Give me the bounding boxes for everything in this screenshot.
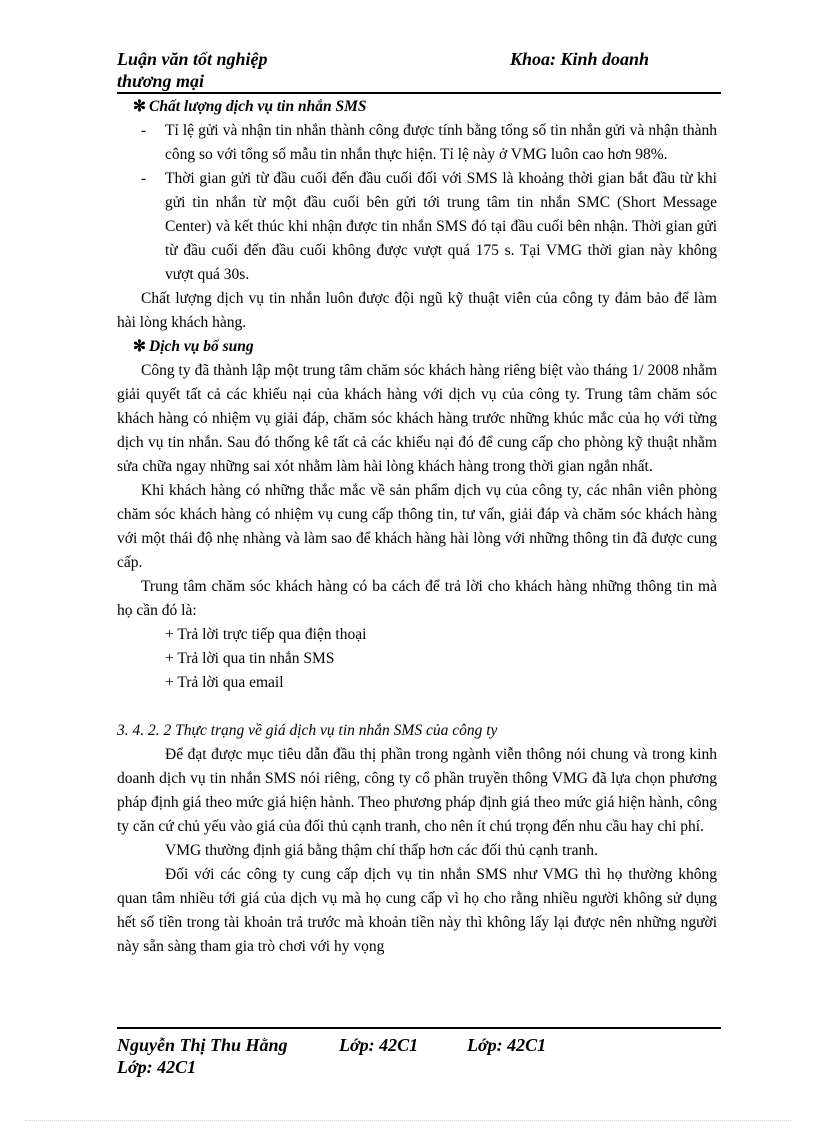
paragraph: Khi khách hàng có những thắc mắc về sản phẩm dịch vụ của công ty, các nhân viên phòng chăm sóc khách hàng có nhiệm vụ cung cấp thông tin, tư vấn, giải đáp và chăm sóc khách hàng với một thái độ nhẹ nhàng và làm sao để khách hàng hài lòng với những thông tin đã được cung cấp. xyxy=(117,482,717,571)
bullet-item xyxy=(117,119,717,167)
footer xyxy=(117,1034,546,1078)
asterisk-bullet-icon: ✻ xyxy=(133,98,146,115)
page-boundary-dotted-line xyxy=(25,1120,791,1121)
bullet-item xyxy=(117,167,717,287)
paragraph: Đối với các công ty cung cấp dịch vụ tin nhắn SMS như VMG thì họ thường không quan tâm nhiều tới giá của dịch vụ mà họ cung cấp vì họ cho rằng nhiều người không sử dụng hết số tiền trong tài khoản trả trước mà khoản tiền này thì không lấy lại được nên những người này sẵn sàng tham gia trò chơi với hy vọng xyxy=(117,866,717,955)
footer-class: Lớp: 42C1 xyxy=(467,1035,547,1055)
section-heading-sms-quality xyxy=(117,95,717,119)
list-item: + Trả lời qua tin nhắn SMS xyxy=(165,650,335,667)
asterisk-bullet-icon: ✻ xyxy=(133,338,146,355)
footer-rule xyxy=(117,1027,721,1029)
header-line-1: Luận văn tốt nghiệp xyxy=(117,49,268,69)
paragraph: Để đạt được mục tiêu dẫn đầu thị phần trong ngành viễn thông nói chung và trong kinh doanh dịch vụ tin nhắn SMS nói riêng, công ty cổ phần truyền thông VMG đã lựa chọn phương pháp định giá theo mức giá hiện hành. Theo phương pháp định giá theo mức giá hiện hành, công ty căn cứ chủ yếu vào giá của đối thủ cạnh tranh, cho nên ít chú trọng đến nhu cầu hay chi phí. xyxy=(117,746,717,835)
list-item: + Trả lời qua email xyxy=(165,674,284,691)
dash-bullet-icon: - xyxy=(141,122,147,139)
list-item: + Trả lời trực tiếp qua điện thoại xyxy=(165,626,367,643)
document-body xyxy=(117,95,717,959)
paragraph: Công ty đã thành lập một trung tâm chăm sóc khách hàng riêng biệt vào tháng 1/ 2008 nhằm giải quyết tất cả các khiếu nại của khách hàng với dịch vụ của công ty. Trung tâm chăm sóc khách hàng có nhiệm vụ giải đáp, chăm sóc khách hàng trước những khúc mắc của họ với từng dịch vụ tin nhắn. Sau đó thống kê tất cả các khiếu nại đó để cung cấp cho phòng kỹ thuật nhằm sửa chữa ngay những sai xót nhằm làm hài lòng khách hàng trong thời gian ngắn nhất. xyxy=(117,362,717,475)
subsection-heading: 3. 4. 2. 2 Thực trạng về giá dịch vụ tin nhắn SMS của công ty xyxy=(117,722,498,739)
paragraph: Chất lượng dịch vụ tin nhắn luôn được đội ngũ kỹ thuật viên của công ty đảm bảo để làm hài lòng khách hàng. xyxy=(117,290,717,331)
section-heading-text: Dịch vụ bổ sung xyxy=(149,338,254,355)
footer-class: Lớp: 42C1 xyxy=(339,1035,419,1055)
header-thesis-title xyxy=(117,48,268,92)
header-line-2: thương mại xyxy=(117,71,204,91)
section-heading-text: Chất lượng dịch vụ tin nhắn SMS xyxy=(149,98,367,115)
header-rule xyxy=(117,92,721,94)
bullet-text: Tỉ lệ gửi và nhận tin nhắn thành công được tính bằng tổng số tin nhắn gửi và nhận thành công so với tổng số mẫu tin nhắn thực hiện. Tỉ lệ này ở VMG luôn cao hơn 98%. xyxy=(165,122,717,163)
dash-bullet-icon: - xyxy=(141,170,147,187)
footer-author: Nguyễn Thị Thu Hằng xyxy=(117,1035,288,1055)
footer-class: Lớp: 42C1 xyxy=(117,1057,197,1077)
bullet-text: Thời gian gửi từ đầu cuối đến đầu cuối đối với SMS là khoảng thời gian bắt đầu từ khi gửi tin nhắn từ một đầu cuối bên gửi tới trung tâm tin nhắn SMC (Short Message Center) và kết thúc khi nhận được tin nhắn SMS đó tại đầu cuối bên nhận. Thời gian gửi từ đầu cuối đến đầu cuối không được vượt quá 175 s. Tại VMG thời gian này không vượt quá 30s. xyxy=(165,170,717,283)
section-heading-additional-services xyxy=(117,335,717,359)
paragraph: VMG thường định giá bằng thậm chí thấp hơn các đối thủ cạnh tranh. xyxy=(165,842,598,859)
header-faculty: Khoa: Kinh doanh xyxy=(510,49,650,69)
spacer xyxy=(117,695,717,719)
paragraph: Trung tâm chăm sóc khách hàng có ba cách để trả lời cho khách hàng những thông tin mà họ cần đó là: xyxy=(117,578,717,619)
